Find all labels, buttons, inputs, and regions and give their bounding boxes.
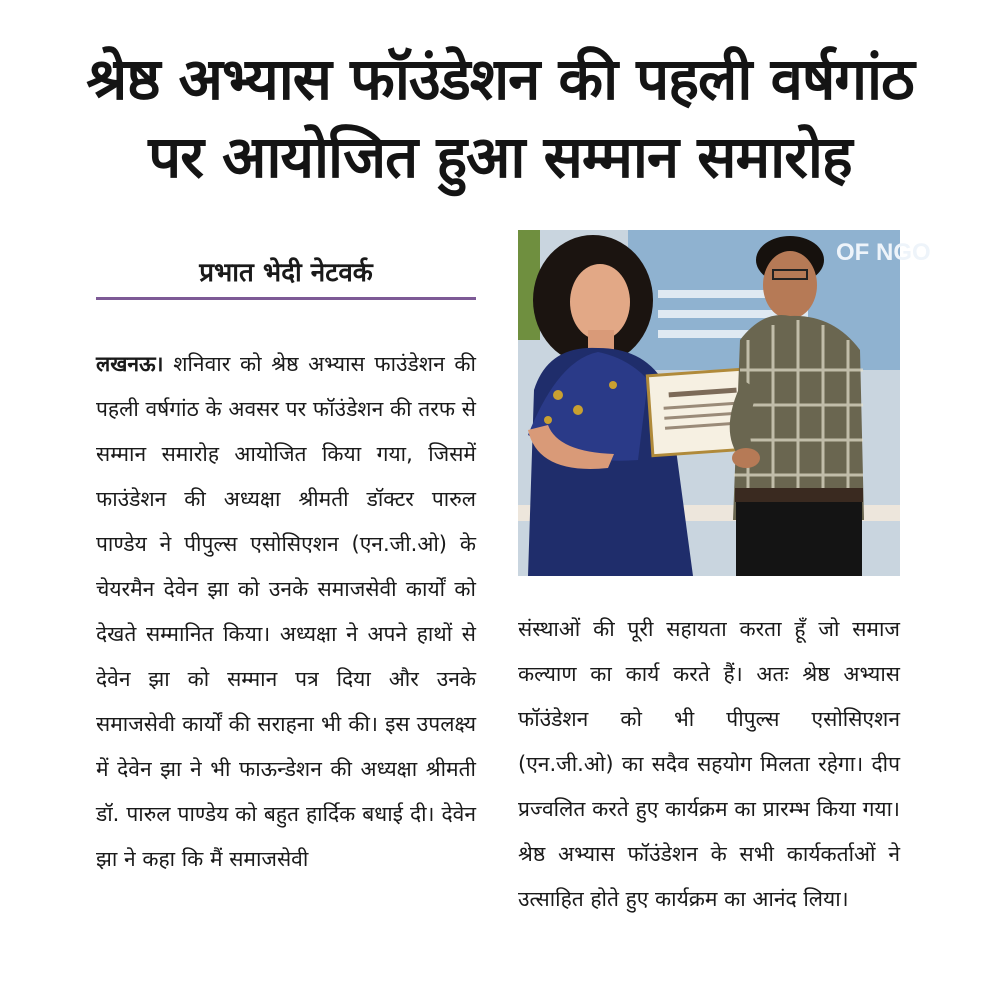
dateline: लखनऊ। xyxy=(96,352,164,376)
banner-text: OF NGO xyxy=(836,239,931,266)
headline xyxy=(40,40,960,196)
article-column-right xyxy=(518,607,900,922)
byline-rule xyxy=(96,297,476,300)
article-text-left: शनिवार को श्रेष्ठ अभ्यास फाउंडेशन की पहली वर्षगांठ के अवसर पर फॉउंडेशन की तरफ से सम्मान समारोह आयोजित किया गया, जिसमें फाउंडेशन की अध्यक्षा श्रीमती डॉक्टर पारुल पाण्डेय ने पीपुल्स एसोसिएशन (एन.जी.ओ) के चेयरमैन देवेन झा को उनके समाजसेवी कार्यों को देखते सम्मानित किया। अध्यक्षा ने अपने हाथों से देवेन झा को सम्मान पत्र दिया और उनके समाजसेवी कार्यों की सराहना भी की। इस उपलक्ष्य में देवेन झा ने भी फाऊन्डेशन की अध्यक्षा श्रीमती डॉ. पारुल पाण्डेय को बहुत हार्दिक बधाई दी। देवेन झा ने कहा कि मैं समाजसेवी xyxy=(96,352,476,871)
award-photo xyxy=(518,230,931,576)
headline-line-1: श्रेष्ठ अभ्यास फॉउंडेशन की पहली वर्षगांठ xyxy=(86,45,914,113)
article-column-left xyxy=(96,342,476,882)
article-text-right: संस्थाओं की पूरी सहायता करता हूँ जो समाज कल्याण का कार्य करते हैं। अतः श्रेष्ठ अभ्यास फॉउंडेशन को भी पीपुल्स एसोसिएशन (एन.जी.ओ) का सदैव सहयोग मिलता रहेगा। दीप प्रज्वलित करते हुए कार्यक्रम का प्रारम्भ किया गया। श्रेष्ठ अभ्यास फॉउंडेशन के सभी कार्यकर्ताओं ने उत्साहित होते हुए कार्यक्रम का आनंद लिया। xyxy=(518,617,900,911)
headline-line-2: पर आयोजित हुआ सम्मान समारोह xyxy=(148,123,852,191)
byline: प्रभात भेदी नेटवर्क xyxy=(199,258,373,288)
